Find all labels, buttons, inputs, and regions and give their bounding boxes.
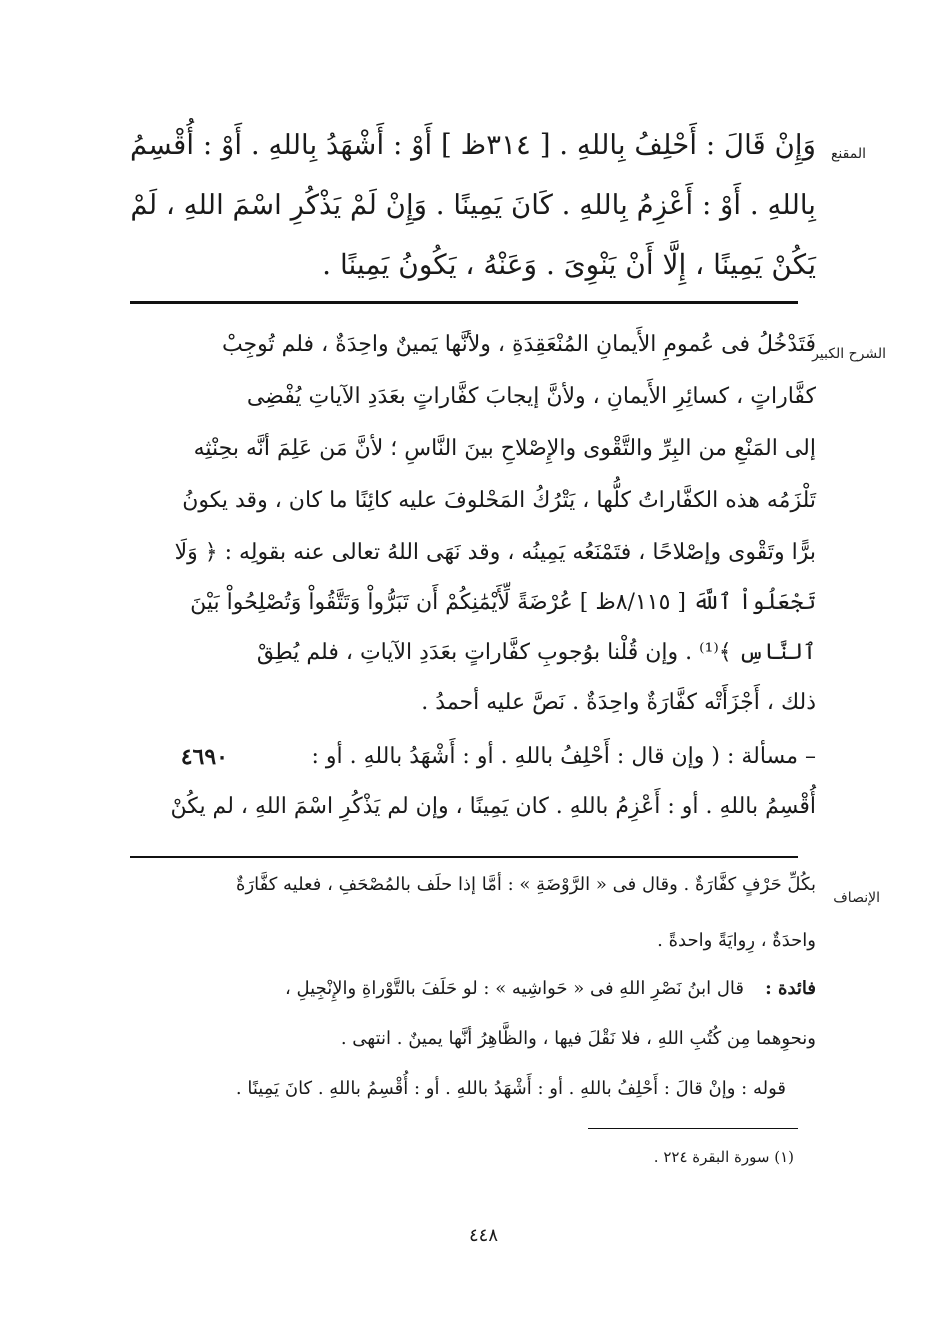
masala-number: ٤٦٩٠ [180, 744, 228, 770]
sharh-line-7: ٱلنَّاسِ ﴾⁽¹⁾ . وإن قُلْنا بوُجوبِ كفَّاراتٍ بعَدَدِ الآياتِ ، فلم يُطِقْ [256, 640, 816, 665]
faida-label: فائدة : [765, 978, 816, 999]
insaf-line-2: واحدَةٌ ، رِوايَةً واحدةً . [657, 930, 816, 951]
muqni-line-3: يَكُنْ يَمِينًا ، إِلَّا أَنْ يَنْوِىَ . وَعَنْهُ ، يَكُونُ يَمِينًا . [322, 248, 816, 281]
section-label-muqni: المقنع [830, 146, 866, 162]
masala-line-2: أُقْسِمُ باللهِ . أو : أَعْزِمُ باللهِ . كان يَمِينًا ، وإن لم يَذْكُرِ اسْمَ اللهِ ، لم يكُنْ [170, 794, 816, 819]
muqni-line-1: وَإِنْ قَالَ : أَحْلِفُ بِاللهِ . [ ٣١٤ظ ] أَوْ : أَشْهَدُ بِاللهِ . أَوْ : أُقْسِمُ [130, 128, 816, 161]
sharh-line-1: فَتَدْخُلُ فى عُمومِ الأَيمانِ المُنْعَقِدَةِ ، ولأنَّها يَمينٌ واحِدَةٌ ، فلم تُوجِبْ [221, 332, 816, 357]
section-label-insaf: الإنصاف [833, 890, 880, 906]
faida-line-2: ونحوِهما مِن كُتُبِ اللهِ ، فلا نَقْلَ فيها ، والظَّاهِرُ أنَّها يمينٌ . انتهى . [340, 1028, 816, 1049]
sharh-line-6: تَجْعَلُواْ ٱللَّهَ [ ٨/١١٥ظ ] عُرْضَةً لِّأَيْمَٰنِكُمْ أَن تَبَرُّواْ وَتَتَّقُواْ وَتُصْلِحُواْ بَيْنَ [190, 590, 816, 615]
faida-line-1: قال ابنُ نَصْرِ اللهِ فى « حَواشِيه » : لو حَلَفَ بالتَّوْراةِ والإِنْجِيلِ ، [285, 978, 744, 999]
insaf-line-1: بكُلِّ حَرْفٍ كفَّارَةٌ . وقال فى « الرَّوْضَةِ » : أمَّا إذا حلَف بالمُصْحَفِ ، فعليه كفَّارَةٌ [236, 874, 816, 895]
qawluh-line: قوله : وإنْ قالَ : أَحْلِفُ باللهِ . أو : أَشْهَدُ باللهِ . أو : أُقْسِمُ باللهِ . كانَ يَمِينًا . [235, 1078, 786, 1099]
sharh-line-3: إلى المَنْعِ من البِرِّ والتَّقْوى والإِصْلاحِ بينَ النَّاسِ ؛ لأنَّ مَن عَلِمَ أنَّه بحِنْثِه [193, 436, 816, 461]
page-number: ٤٤٨ [468, 1225, 498, 1246]
sharh-line-8: ذلك ، أَجْزَأَتْه كفَّارَةٌ واحِدَةٌ . نَصَّ عليه أحمدُ . [421, 690, 816, 715]
masala-line-1: – مسألة : ( وإن قال : أَحْلِفُ باللهِ . أو : أَشْهَدُ باللهِ . أو : [311, 744, 816, 769]
sharh-line-5: برًّا وتَقْوى وإصْلاحًا ، فتَمْنَعُه يَمِينُه ، وقد نَهَى اللهُ تعالى عنه بقولِه : ﴿ وَلَا [174, 540, 816, 565]
footnote: (١) سورة البقرة ٢٢٤ . [653, 1148, 794, 1166]
section-label-sharh: الشرح الكبير [812, 346, 886, 362]
divider-sharh [130, 856, 798, 858]
muqni-line-2: بِاللهِ . أَوْ : أَعْزِمُ بِاللهِ . كَانَ يَمِينًا . وَإِنْ لَمْ يَذْكُرِ اسْمَ اللهِ ، لَمْ [130, 188, 816, 221]
sharh-line-4: تَلْزَمُه هذه الكفَّاراتُ كلُّها ، يَتْرُكُ المَحْلوفَ عليه كائِنًا ما كان ، وقد يكونُ [182, 488, 816, 513]
divider-muqni [130, 301, 798, 304]
sharh-line-2: كفَّاراتٍ ، كسائِرِ الأَيمانِ ، ولأنَّ إيجابَ كفَّاراتٍ بعَدَدِ الآياتِ يُفْضِى [246, 384, 816, 409]
footnote-divider [588, 1128, 798, 1129]
